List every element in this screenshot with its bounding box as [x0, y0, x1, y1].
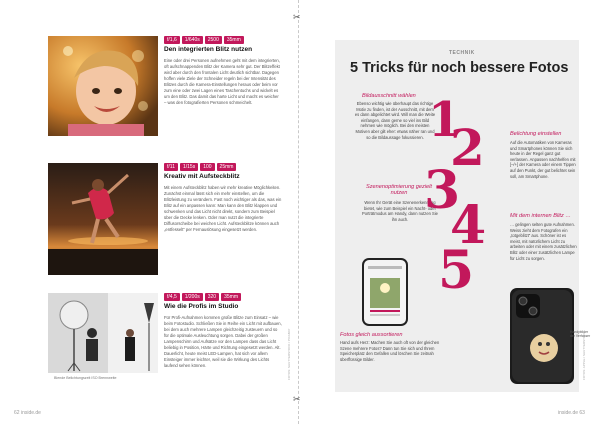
trick-title: Szenenoptimierung gezielt nutzen: [366, 184, 432, 196]
camera-settings: [164, 293, 241, 301]
photo-studio-shoot: [48, 293, 158, 373]
right-page: [300, 0, 600, 424]
shutter-badge: 1/200s: [182, 293, 203, 301]
page-number: 62: [14, 410, 20, 416]
trick-text: Auf die Automatiken von Kameras und Smartphones können Sie sich heute in der Regel ganz gut verlassen. Anpassen nachhelfen mit [–/+] der Kamera oder einem Tippen auf den Punkt, der gut belichtet sein soll, am Smartphone.: [510, 140, 576, 179]
site-name: inside.de: [558, 410, 579, 416]
scissors-icon: ✂: [293, 12, 301, 22]
trick-text: Hand aufs Herz: Machen Sie auch oft von der gleichen Szene mehrere Fotos? Dann tun Sie sich und Ihrem Speicherplatz den Gefallen und löschen Sie zeitnah überflüssige Bilder.: [340, 340, 440, 362]
number-3: 3: [424, 160, 461, 221]
section-label: TECHNIK: [449, 50, 475, 56]
tip-title: Kreativ mit Aufsteckblitz: [164, 173, 240, 180]
trick-text: … gelingen selten gute Aufnahmen. Weiss zieht dem Fotografen ein „totgeblitzt“ aus. Schöner ist es meist, mit natürlichem Licht zu arbeiten oder mit einem zusätzlichen Blitz oder einer zusätzlichen Lampe für Licht zu sorgen.: [510, 222, 577, 261]
site-name: inside.de: [20, 410, 41, 416]
number-1: 1: [428, 92, 462, 148]
iso-badge: 320: [205, 293, 219, 301]
iso-badge: 2500: [205, 36, 222, 44]
tip-studio: [48, 293, 284, 373]
tip-title: Wie die Profis im Studio: [164, 303, 239, 310]
camera-settings: [164, 163, 236, 171]
number-4: 4: [450, 195, 487, 256]
trick-title: Belichtung einstellen: [510, 131, 562, 137]
focal-badge: 35mm: [221, 293, 241, 301]
footer: [14, 410, 41, 416]
photo-credit: FOTOS: SHUTTERSTOCK / PIXABAY: [287, 328, 291, 380]
aperture-badge: f/1,6: [164, 36, 180, 44]
tip-body: Eine oder drei Personen aufnehmen geht mit dem integrierten, oft aufschnappenden Blitz der Kamera sehr gut. Der Blitzeffekt wird aber durch den frontalen Licht deutlich sichtbar. Dagegen hoffen viele Ziele der Schneider regeln bei der Intensität des Blitzes durch die Kamera-Einstellungen heraus oder beim vor zum eine oder zwei Lagen eines Taschentuchs und wickelt es um den Blitz. Das damit das harte Licht und macht es weicher – was den fotografierten Personen schmeichelt.: [164, 58, 280, 105]
photo-child-portrait: [48, 36, 158, 136]
footer: [558, 410, 585, 416]
trick-text: Wenn Ihr Gerät eine Szenenerkennung bietet, wie zum Beispiel ein Nacht- oder Porträtmodus am Handy, dann nutzen Sie ihn auch.: [362, 200, 438, 222]
trick-title: Fotos gleich aussortieren: [340, 332, 403, 338]
number-2: 2: [450, 118, 485, 177]
trick-text: Ebenso wichtig wie überhaupt das richtige Motiv zu finden, ist der Ausschnitt, mit dem es dann abgelichtet wird. Will man die Weite einfangen, dann gerne so viel ins Bild nehmen wie möglich. Bei den meisten Motiven aber gilt eher: etwas näher ran und so die Bildaussage fokussieren.: [354, 101, 436, 140]
iso-badge: 100: [200, 163, 214, 171]
number-5: 5: [438, 240, 475, 301]
settings-legend: Blende Belichtungszeit ISO Brennweite: [54, 376, 117, 380]
tip-title: Den integrierten Blitz nutzen: [164, 46, 253, 53]
tip-integrated-flash: [48, 36, 284, 136]
phone-back-image: [510, 288, 574, 384]
trick-title: Mit dem internen Blitz …: [510, 213, 571, 219]
photo-jumping-girl: [48, 163, 158, 275]
shutter-badge: 1/640s: [182, 36, 203, 44]
aperture-badge: f/11: [164, 163, 178, 171]
camera-settings: [164, 36, 244, 44]
scissors-icon: ✂: [293, 394, 301, 404]
shutter-badge: 1/15s: [180, 163, 198, 171]
trick-title: Bildausschnitt wählen: [362, 93, 416, 99]
aperture-badge: f/4,5: [164, 293, 180, 301]
headline: 5 Tricks für noch bessere Fotos: [350, 60, 569, 76]
tip-creative-flash: [48, 163, 284, 275]
photo-credit: FOTOS: APPLE / SHUTTERSTOCK: [582, 331, 586, 380]
page-number: 63: [579, 410, 585, 416]
phone-caption: Handybilder der Verfasser: [570, 330, 591, 339]
focal-badge: 25mm: [217, 163, 237, 171]
tip-body: Für Profi-Aufnahmen kommen große Blitze zum Einsatz – wie beim Fotostudio. Schließen Sie in Reihe ein Licht mit aufbauen, bei dem auch mehrere Lampen gleichzeitig zusteuern und so für die optimale Ausleuchtung sorgen. Dabei der großen Lampenschirm und Aufsätze vor den Lampen dass das Licht beliebig in Position, Härte und Richtung eingesetzt werden. Alt. Dauerlicht, heute meist LED-Lampen, hat sich vor allem Einsteiger immer leichter, weil sie die Wirkung des Lichts laufend sehen können.: [164, 315, 282, 368]
focal-badge: 35mm: [224, 36, 244, 44]
phone-screen-image: [362, 258, 408, 326]
page-fold: [298, 0, 299, 424]
tip-body: Mit einem Aufsteckblitz haben wir mehr kreative Möglichkeiten. Zunächst einmal lässt sich ein mehr einstellen, um die Blitzleistung zu verändern. Fast noch wichtiger als das, was ein Blitz auf ein anpassen kann: Man kann den Blitz klappen und schwenken und das Licht nicht direkt, sondern zum Beispiel über die Decke lenken. Oder man nutzt die integrierte Diffusorscheibe bei weichen Licht. Aufsteckblitze können auch „entfesselt“ per Fernauslösung eingesetzt werden.: [164, 185, 282, 232]
